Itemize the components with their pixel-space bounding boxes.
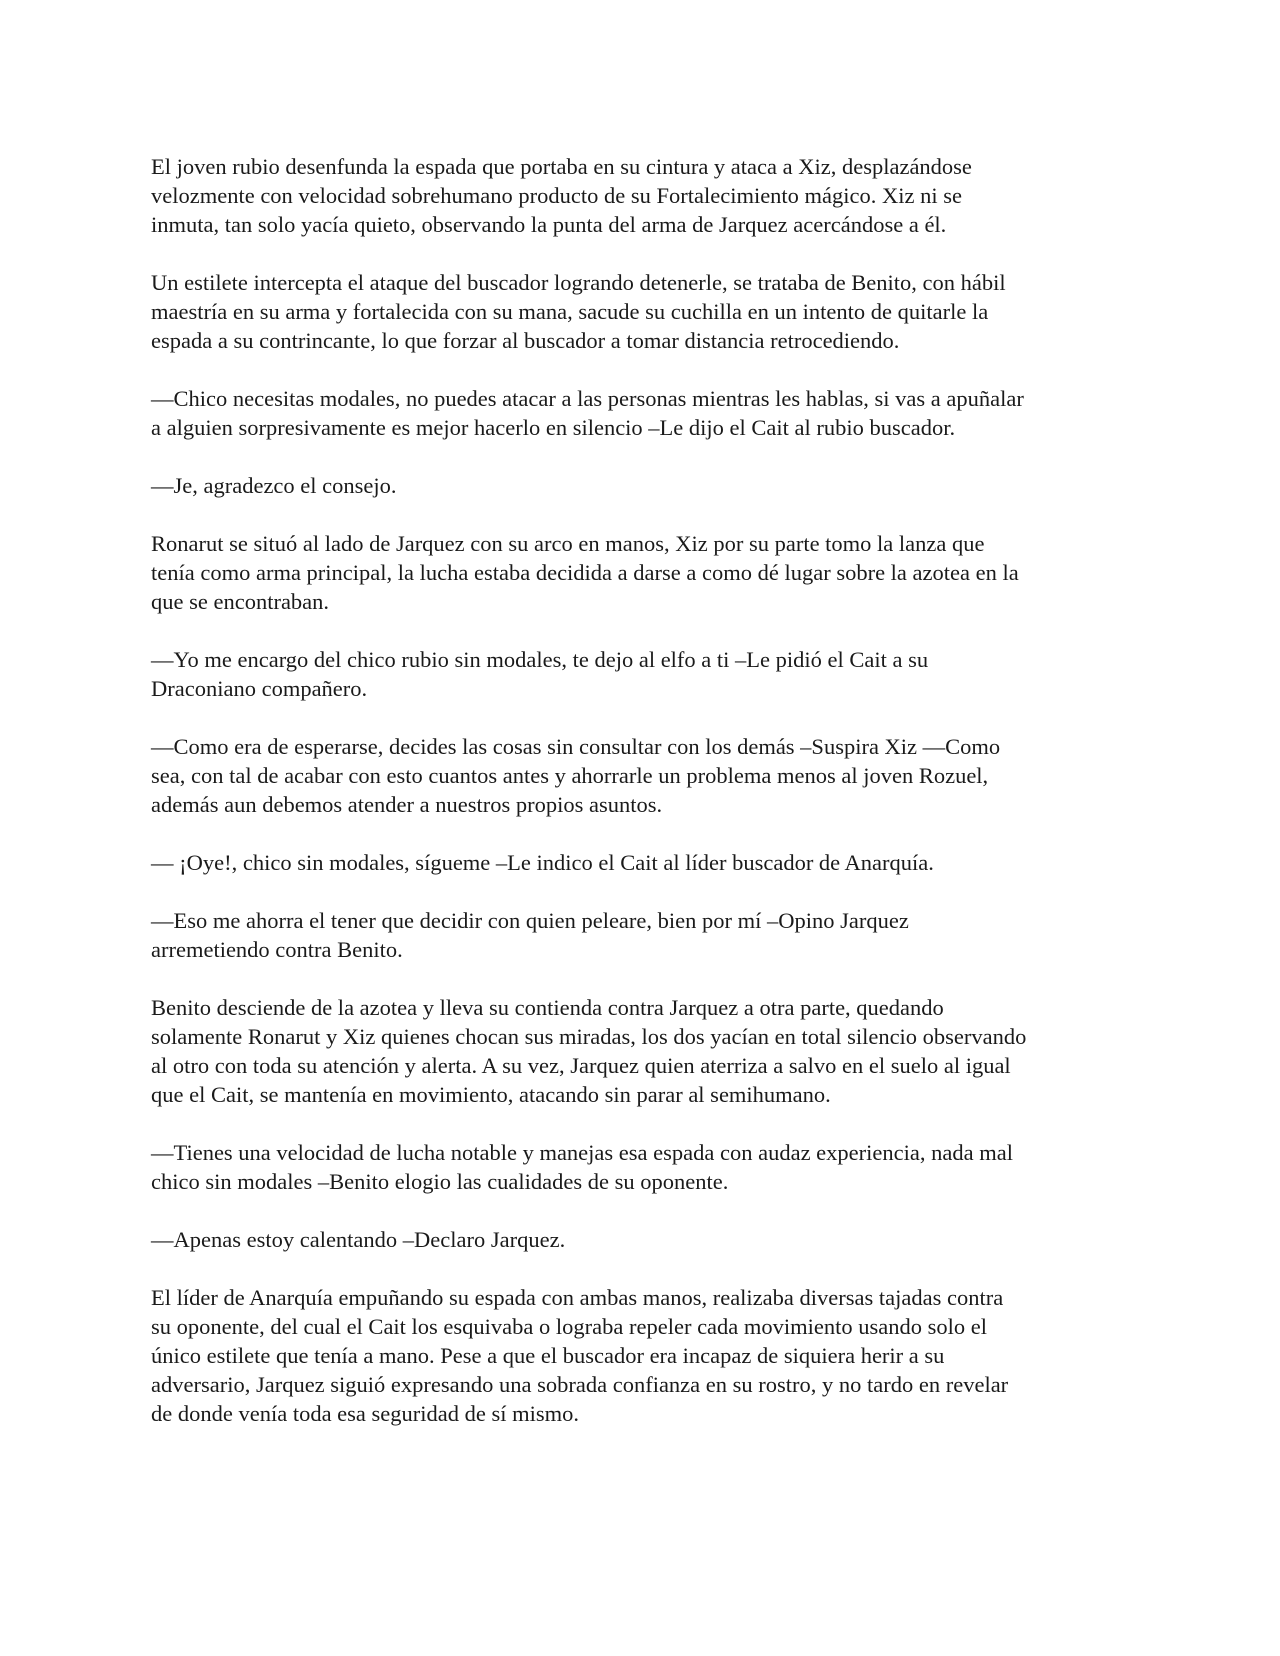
paragraph: —Je, agradezco el consejo. [151,473,397,498]
paragraph: Ronarut se situó al lado de Jarquez con su arco en manos, Xiz por su parte tomo la lanza que tenía como arma principal, la lucha estaba decidida a darse a como dé lugar sobre la azotea en la que se encontraban. [151,531,1019,614]
paragraph: Benito desciende de la azotea y lleva su contienda contra Jarquez a otra parte, quedando solamente Ronarut y Xiz quienes chocan sus miradas, los dos yacían en total silencio observando al otro con toda su atención y alerta. A su vez, Jarquez quien aterriza a salvo en el suelo al igual que el Cait, se mantenía en movimiento, atacando sin parar al semihumano. [151,995,1027,1107]
paragraph: El joven rubio desenfunda la espada que portaba en su cintura y ataca a Xiz, desplazándose velozmente con velocidad sobrehumano producto de su Fortalecimiento mágico. Xiz ni se inmuta, tan solo yacía quieto, observando la punta del arma de Jarquez acercándose a él. [151,154,972,237]
paragraph: —Yo me encargo del chico rubio sin modales, te dejo al elfo a ti –Le pidió el Cait a su Draconiano compañero. [151,647,929,701]
paragraph: —Eso me ahorra el tener que decidir con quien peleare, bien por mí –Opino Jarquez arremetiendo contra Benito. [151,908,909,962]
paragraph: —Tienes una velocidad de lucha notable y manejas esa espada con audaz experiencia, nada mal chico sin modales –Benito elogio las cualidades de su oponente. [151,1140,1013,1194]
paragraph: —Apenas estoy calentando –Declaro Jarquez. [151,1227,566,1252]
paragraph: Un estilete intercepta el ataque del buscador logrando detenerle, se trataba de Benito, con hábil maestría en su arma y fortalecida con su mana, sacude su cuchilla en un intento de quitarle la espada a su contrincante, lo que forzar al buscador a tomar distancia retrocediendo. [151,270,1006,353]
paragraph: —Como era de esperarse, decides las cosas sin consultar con los demás –Suspira Xiz —Como sea, con tal de acabar con esto cuantos antes y ahorrarle un problema menos al joven Rozuel, además aun debemos atender a nuestros propios asuntos. [151,734,1001,817]
paragraph: — ¡Oye!, chico sin modales, sígueme –Le indico el Cait al líder buscador de Anarquía. [151,850,934,875]
paragraph: —Chico necesitas modales, no puedes atacar a las personas mientras les hablas, si vas a apuñalar a alguien sorpresivamente es mejor hacerlo en silencio –Le dijo el Cait al rubio buscador. [151,386,1024,440]
paragraph: El líder de Anarquía empuñando su espada con ambas manos, realizaba diversas tajadas contra su oponente, del cual el Cait los esquivaba o lograba repeler cada movimiento usando solo el único estilete que tenía a mano. Pese a que el buscador era incapaz de siquiera herir a su adversario, Jarquez siguió expresando una sobrada confianza en su rostro, y no tardo en revelar de donde venía toda esa seguridad de sí mismo. [151,1285,1009,1426]
document-body [151,152,1131,1457]
